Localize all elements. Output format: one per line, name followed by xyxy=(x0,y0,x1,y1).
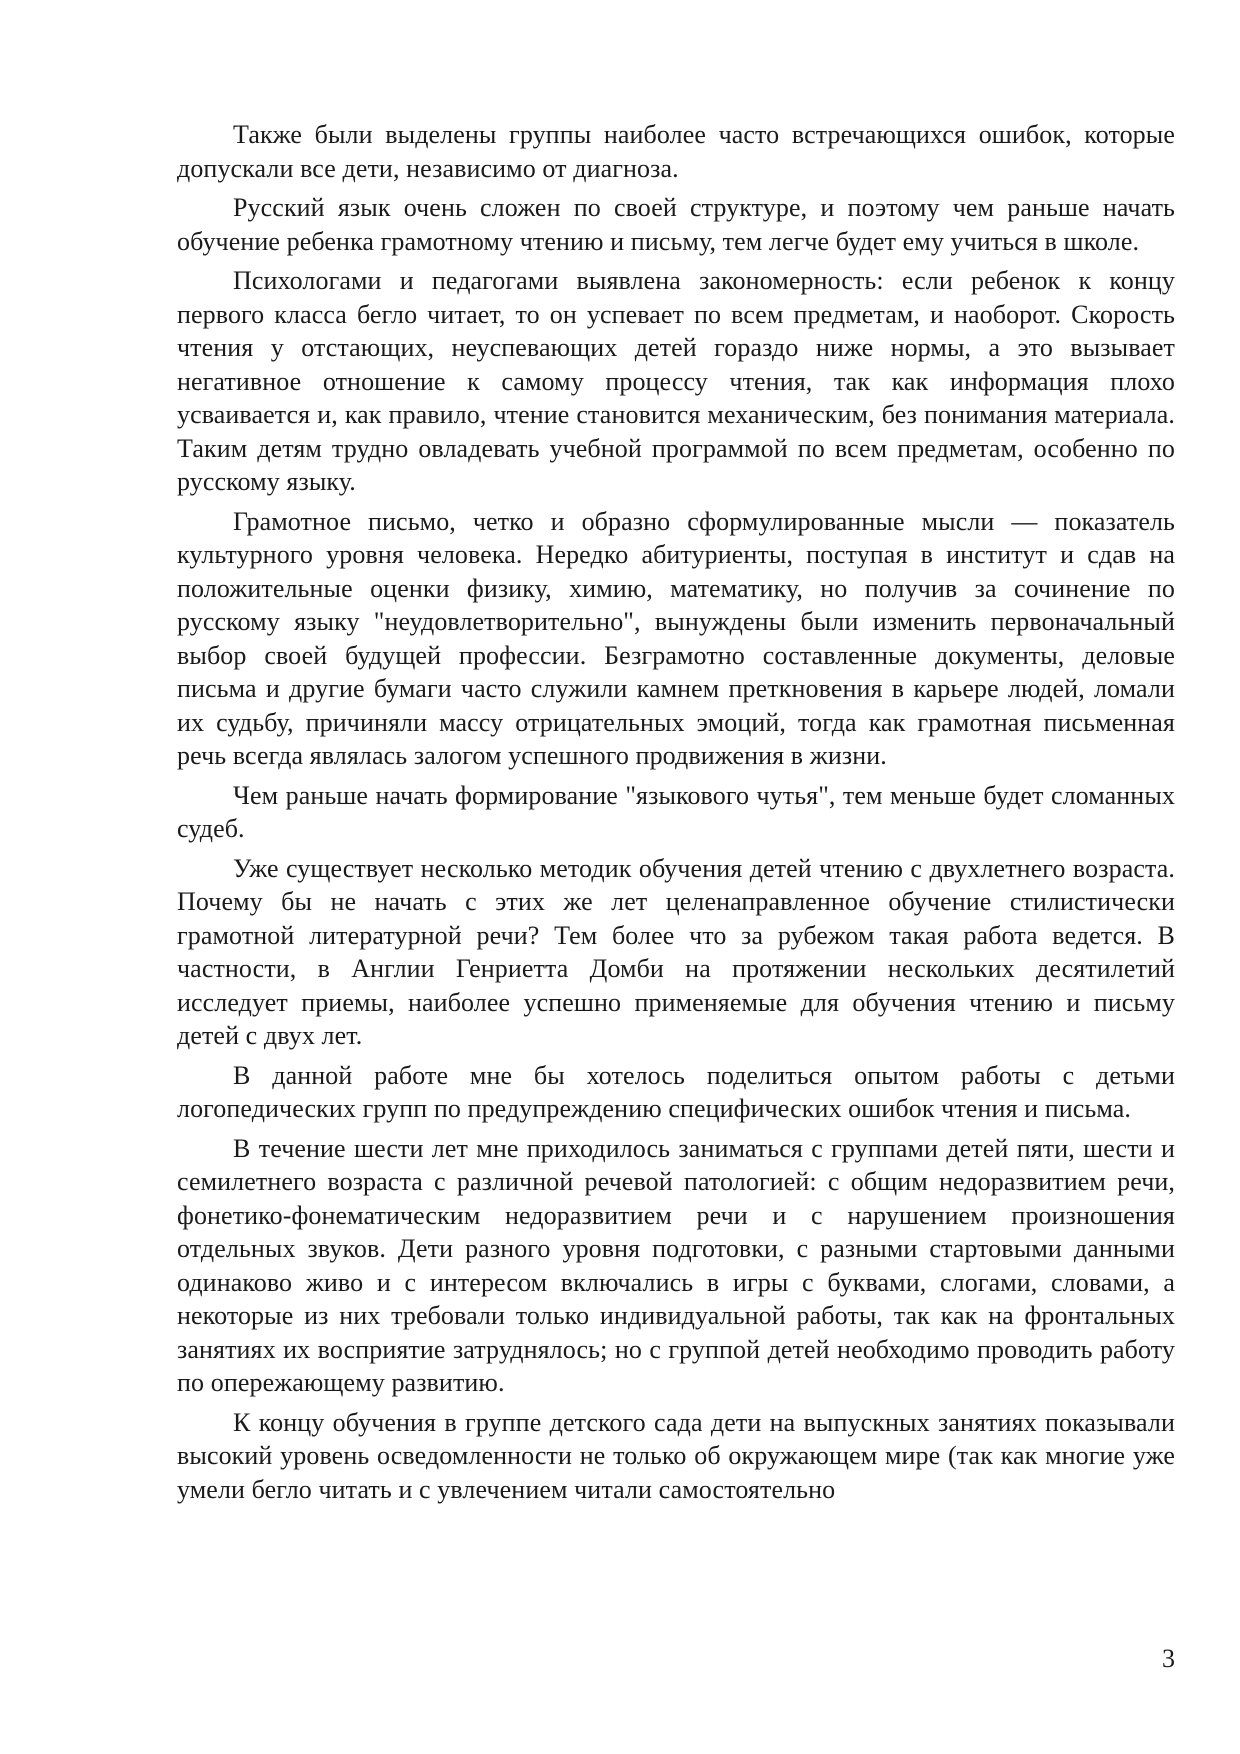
document-body xyxy=(177,118,1175,1512)
paragraph-8: В течение шести лет мне приходилось заниматься с группами детей пяти, шести и семилетнего возраста с различной речевой патологией: с общим недоразвитием речи, фонетико-фонематическим недоразвитием речи и с нарушением произношения отдельных звуков. Дети разного уровня подготовки, с разными стартовыми данными одинаково живо и с интересом включались в игры с буквами, слогами, словами, а некоторые из них требовали только индивидуальной работы, так как на фронтальных занятиях их восприятие затруднялось; но с группой детей необходимо проводить работу по опережающему развитию. xyxy=(177,1133,1175,1397)
paragraph-7: В данной работе мне бы хотелось поделиться опытом работы с детьми логопедических групп по предупреждению специфических ошибок чтения и письма. xyxy=(177,1060,1175,1123)
paragraph-5: Чем раньше начать формирование "языкового чутья", тем меньше будет сломанных судеб. xyxy=(177,780,1175,843)
paragraph-1: Также были выделены группы наиболее часто встречающихся ошибок, которые допускали все дети, независимо от диагноза. xyxy=(177,120,1175,183)
paragraph-4: Грамотное письмо, четко и образно сформулированные мысли — показатель культурного уровня человека. Нередко абитуриенты, поступая в институт и сдав на положительные оценки физику, химию, математику, но получив за сочинение по русскому языку "неудовлетворительно", вынуждены были изменить первоначальный выбор своей будущей профессии. Безграмотно составленные документы, деловые письма и другие бумаги часто служили камнем преткновения в карьере людей, ломали их судьбу, причиняли массу отрицательных эмоций, тогда как грамотная письменная речь всегда являлась залогом успешного продвижения в жизни. xyxy=(177,506,1175,770)
paragraph-3: Психологами и педагогами выявлена закономерность: если ребенок к концу первого класса бегло читает, то он успевает по всем предметам, и наоборот. Скорость чтения у отстающих, неуспевающих детей гораздо ниже нормы, а это вызывает негативное отношение к самому процессу чтения, так как информация плохо усваивается и, как правило, чтение становится механическим, без понимания материала. Таким детям трудно овладевать учебной программой по всем предметам, особенно по русскому языку. xyxy=(177,266,1175,496)
paragraph-2: Русский язык очень сложен по своей структуре, и поэтому чем раньше начать обучение ребенка грамотному чтению и письму, тем легче будет ему учиться в школе. xyxy=(177,193,1175,256)
paragraph-6: Уже существует несколько методик обучения детей чтению с двухлетнего возраста. Почему бы не начать с этих же лет целенаправленное обучение стилистически грамотной литературной речи? Тем более что за рубежом такая работа ведется. В частности, в Англии Генриетта Домби на протяжении нескольких десятилетий исследует приемы, наиболее успешно применяемые для обучения чтению и письму детей с двух лет. xyxy=(177,853,1175,1050)
paragraph-9: К концу обучения в группе детского сада дети на выпускных занятиях показывали высокий уровень осведомленности не только об окружающем мире (так как многие уже умели бегло читать и с увлечением читали самостоятельно xyxy=(177,1407,1175,1504)
page-number: 3 xyxy=(1162,1644,1175,1673)
